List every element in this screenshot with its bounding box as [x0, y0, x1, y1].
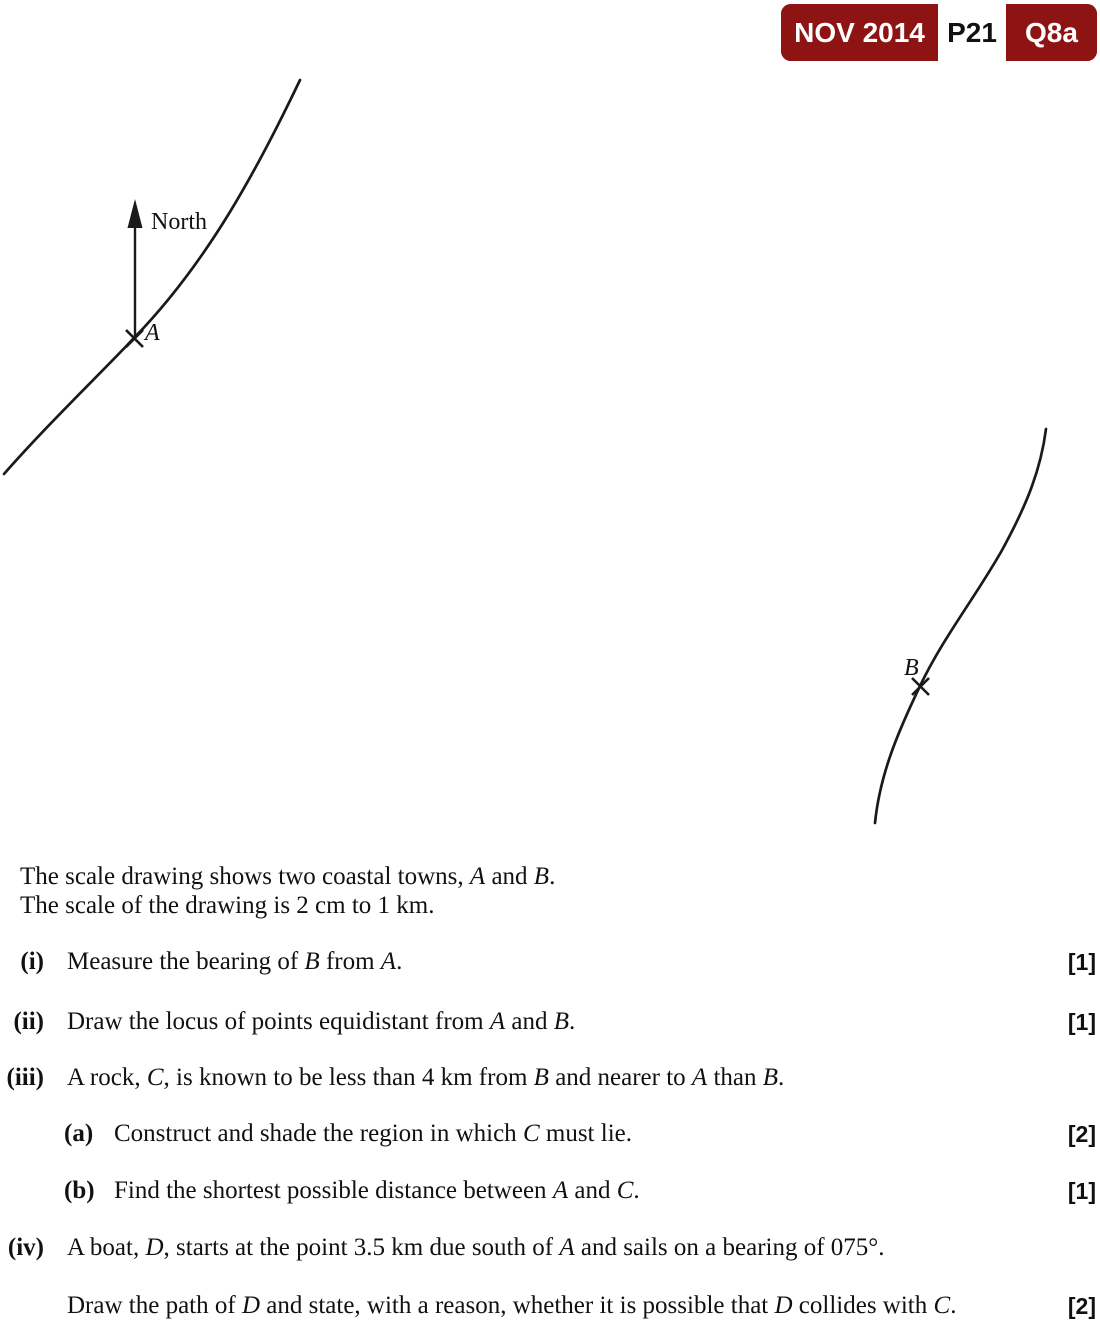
marks-badge: [1] — [1067, 949, 1096, 975]
question-row-iii-a — [0, 1120, 1100, 1150]
question-text: A rock, C, is known to be less than 4 km from B and nearer to A than B. — [67, 1064, 785, 1091]
marks-badge: [2] — [1067, 1121, 1096, 1147]
question-text: Find the shortest possible distance between A and C. — [114, 1177, 640, 1204]
coastline-town-b — [875, 429, 1046, 823]
question-row-ii — [0, 1008, 1100, 1038]
badge-paper: P21 — [938, 4, 1006, 61]
question-row-iv — [0, 1234, 1100, 1264]
badge-question-number: Q8a — [1006, 4, 1097, 61]
north-label: North — [151, 209, 207, 235]
question-text: A boat, D, starts at the point 3.5 km due south of A and sails on a bearing of 075°. — [67, 1234, 885, 1261]
intro-text — [20, 862, 555, 920]
question-row-iii — [0, 1064, 1100, 1094]
question-marker: (a) — [64, 1120, 94, 1147]
question-marker: (iv) — [7, 1234, 44, 1261]
point-b-label: B — [904, 655, 919, 681]
question-text: Construct and shade the region in which C must lie. — [114, 1120, 632, 1147]
intro-line-2: The scale of the drawing is 2 cm to 1 km. — [20, 892, 435, 919]
marks-badge: [2] — [1067, 1293, 1096, 1319]
question-row-iii-b — [0, 1177, 1100, 1207]
question-text: Draw the path of D and state, with a reason, whether it is possible that D collides with C. — [67, 1292, 957, 1319]
north-arrow-icon — [128, 199, 143, 339]
coastline-town-a — [4, 80, 300, 474]
question-marker: (b) — [64, 1177, 95, 1204]
intro-line-1: The scale drawing shows two coastal towns, A and B. — [20, 863, 556, 890]
marks-badge: [1] — [1067, 1178, 1096, 1204]
question-text: Draw the locus of points equidistant from A and B. — [67, 1008, 576, 1035]
question-marker: (ii) — [13, 1008, 44, 1035]
badge-session: NOV 2014 — [781, 4, 938, 61]
question-marker: (i) — [20, 948, 44, 975]
question-marker: (iii) — [6, 1064, 44, 1091]
question-row-iv-cont — [0, 1292, 1100, 1322]
marks-badge: [1] — [1067, 1009, 1096, 1035]
question-row-i — [0, 948, 1100, 978]
question-text: Measure the bearing of B from A. — [67, 948, 403, 975]
point-a-label: A — [145, 320, 160, 346]
